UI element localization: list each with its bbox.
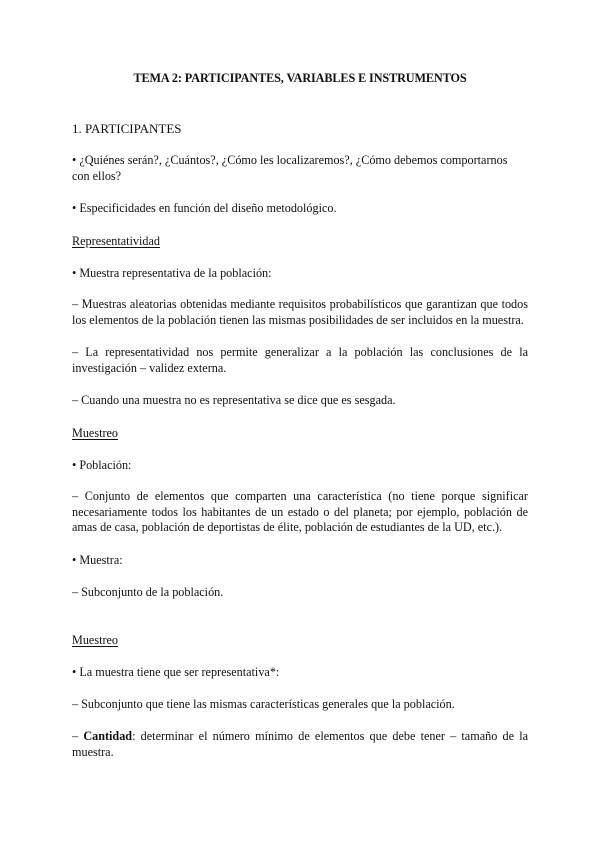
paragraph-representative-sample: • Muestra representativa de la población: — [72, 266, 272, 280]
quantity-dash: – — [72, 729, 84, 743]
paragraph-same-characteristics: – Subconjunto que tiene las mismas características generales que la población. — [72, 697, 455, 711]
subheading-muestreo-1: Muestreo — [72, 426, 119, 440]
section-heading: 1. PARTICIPANTES — [72, 121, 182, 136]
paragraph-questions: • ¿Quiénes serán?, ¿Cuántos?, ¿Cómo les localizaremos?, ¿Cómo debemos comportarnos con ellos? — [72, 153, 508, 183]
paragraph-random-samples: – Muestras aleatorias obtenidas mediante requisitos probabilísticos que garantizan que todos los elementos de la población tienen las mismas posibilidades de ser incluidos en la muestra. — [72, 297, 528, 327]
subheading-muestreo-2: Muestreo — [72, 633, 119, 647]
paragraph-population-definition: – Conjunto de elementos que comparten una característica (no tiene porque significar necesariamente todos los habitantes de un estado o del planeta; por ejemplo, población de amas de casa, población de deportistas de élite, población de estudiantes de la UD, etc.). — [72, 489, 528, 534]
document-title: TEMA 2: PARTICIPANTES, VARIABLES E INSTRUMENTOS — [133, 71, 467, 85]
paragraph-generalize: – La representatividad nos permite generalizar a la población las conclusiones de la investigación – validez externa. — [72, 345, 528, 375]
paragraph-poblacion: • Población: — [72, 458, 132, 472]
paragraph-specificities: • Especificidades en función del diseño metodológico. — [72, 201, 337, 215]
paragraph-quantity — [72, 729, 528, 760]
paragraph-subset: – Subconjunto de la población. — [72, 585, 224, 599]
paragraph-muestra: • Muestra: — [72, 553, 123, 567]
subheading-representatividad: Representatividad — [72, 234, 160, 248]
paragraph-biased: – Cuando una muestra no es representativa se dice que es sesgada. — [72, 393, 396, 407]
quantity-term: Cantidad — [83, 729, 133, 743]
paragraph-must-be-representative: • La muestra tiene que ser representativa*: — [72, 665, 280, 679]
quantity-definition: : determinar el número mínimo de elementos que debe tener – tamaño de la muestra. — [72, 729, 529, 759]
